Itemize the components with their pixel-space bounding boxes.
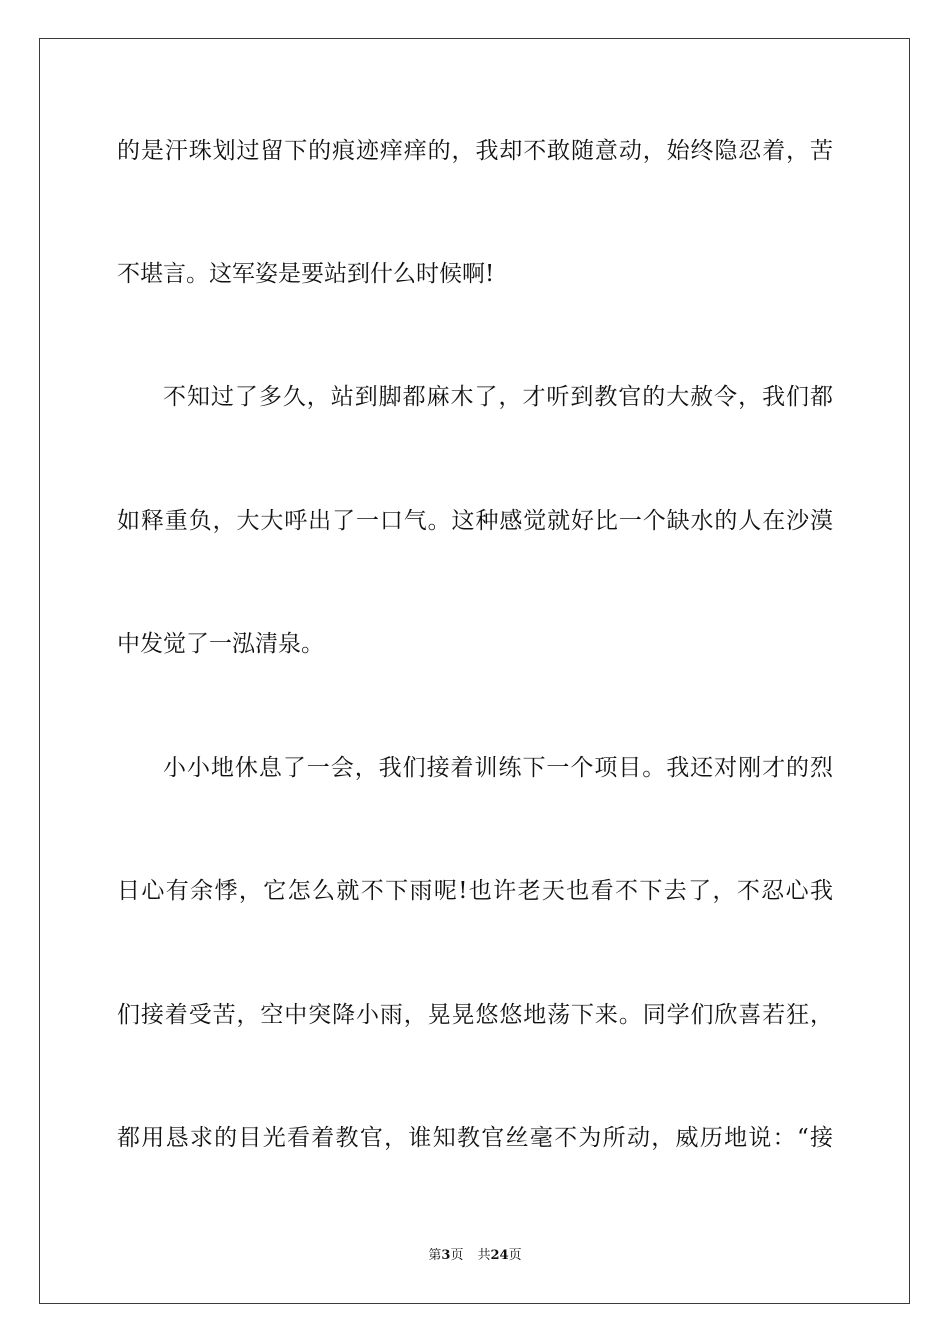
total-prefix: 共: [477, 1248, 491, 1263]
text-line: 不堪言。这军姿是要站到什么时候啊!: [117, 261, 495, 287]
total-suffix: 页: [508, 1248, 522, 1263]
current-page-number: 3: [441, 1248, 451, 1263]
text-line: 中发觉了一泓清泉。: [117, 631, 324, 657]
text-line: 都用恳求的目光看着教官，谁知教官丝毫不为所动，威历地说：“接: [117, 1125, 833, 1151]
page-prefix: 第: [428, 1248, 442, 1263]
text-line: 们接着受苦，空中突降小雨，晃晃悠悠地荡下来。同学们欣喜若狂，: [117, 1002, 833, 1028]
page-footer: [0, 1247, 950, 1265]
text-line: 日心有余悸，它怎么就不下雨呢!也许老天也看不下去了，不忍心我: [117, 878, 833, 904]
paragraph-first-line: 不知过了多久，站到脚都麻木了，才听到教官的大赦令，我们都: [163, 384, 833, 410]
total-page-number: 24: [490, 1248, 509, 1263]
page-suffix: 页: [450, 1248, 464, 1263]
text-line: 如释重负，大大呼出了一口气。这种感觉就好比一个缺水的人在沙漠: [117, 508, 833, 534]
text-line: 的是汗珠划过留下的痕迹痒痒的，我却不敢随意动，始终隐忍着，苦: [117, 138, 833, 164]
page-frame: [39, 38, 910, 1304]
paragraph-first-line: 小小地休息了一会，我们接着训练下一个项目。我还对刚才的烈: [163, 755, 833, 781]
